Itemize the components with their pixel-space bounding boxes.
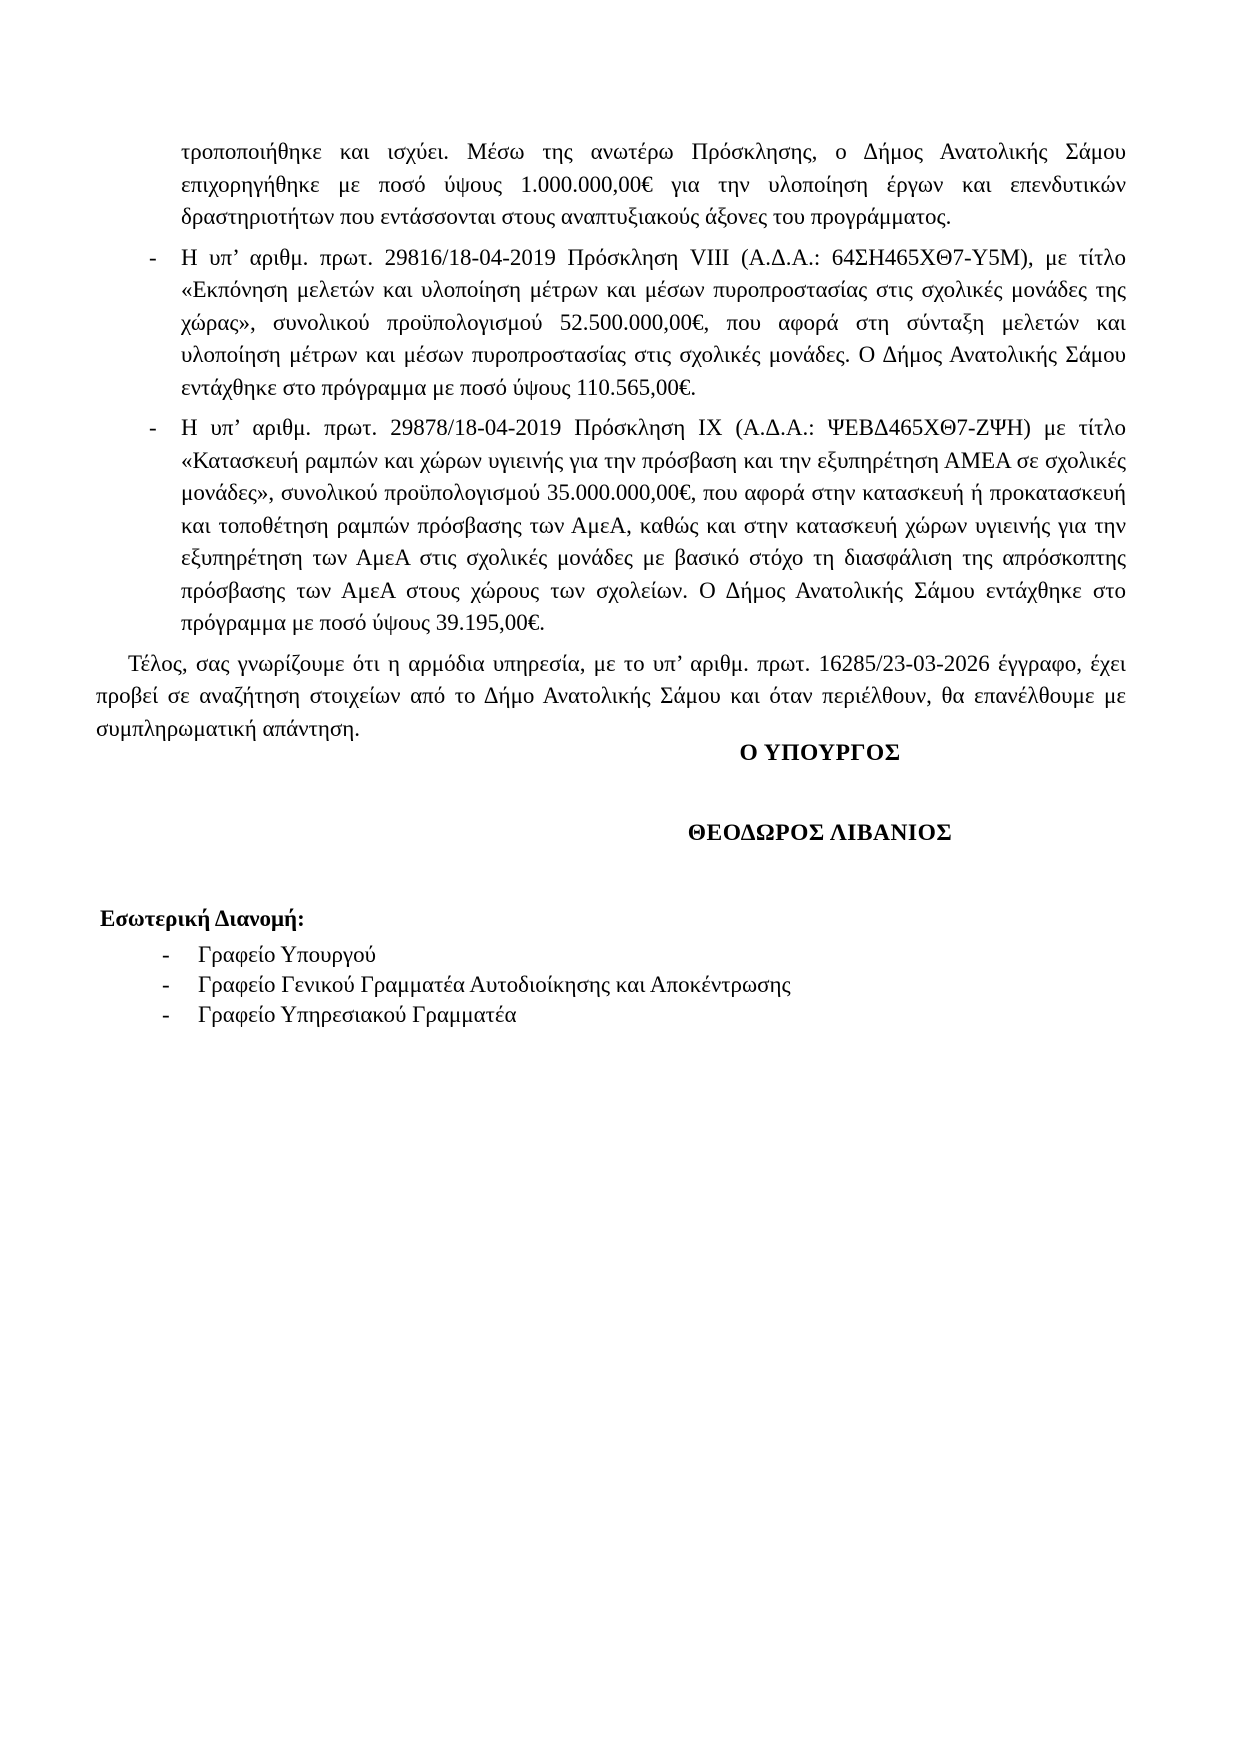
distribution-item-label: Γραφείο Υπουργού <box>198 942 376 967</box>
bullet-text: Η υπ’ αριθμ. πρωτ. 29878/18-04-2019 Πρόσκληση ΙΧ (Α.Δ.Α.: ΨΕΒΔ465ΧΘ7-ΖΨΗ) με τίτλο «Κατασκευή ραμπών και χώρων υγιεινής για την πρόσβαση και την εξυπηρέτηση ΑΜΕΑ σε σχολικές μονάδες», συνολικού προϋπολογισμού 35.000.000,00€, που αφορά στην κατασκευή ή προκατασκευή και τοποθέτηση ραμπών πρόσβασης των ΑμεΑ, καθώς και στην κατασκευή χώρων υγιεινής για την εξυπηρέτηση των ΑμεΑ στις σχολικές μονάδες με βασικό στόχο τη διασφάλιση της απρόσκοπτης πρόσβασης των ΑμεΑ στους χώρους των σχολείων. Ο Δήμος Ανατολικής Σάμου εντάχθηκε στο πρόγραμμα με ποσό ύψους 39.195,00€. <box>181 415 1126 635</box>
bullet-item-invitation-ix <box>149 412 1126 640</box>
internal-distribution-section <box>100 906 1100 1030</box>
continuation-paragraph: τροποποιήθηκε και ισχύει. Μέσω της ανωτέρω Πρόσκλησης, ο Δήμος Ανατολικής Σάμου επιχορηγήθηκε με ποσό ύψους 1.000.000,00€ για την υλοποίηση έργων και επενδυτικών δραστηριοτήτων που εντάσσονται στους αναπτυξιακούς άξονες του προγράμματος. <box>181 139 1126 229</box>
distribution-item-label: Γραφείο Υπηρεσιακού Γραμματέα <box>198 1002 517 1027</box>
signature-name: ΘΕΟΔΩΡΟΣ ΛΙΒΑΝΙΟΣ <box>687 820 953 846</box>
distribution-dash-marker: - <box>162 972 170 997</box>
bullet-item-invitation-viii <box>149 242 1126 405</box>
distribution-dash-marker: - <box>162 942 170 967</box>
body-text <box>96 136 1126 745</box>
distribution-dash-marker: - <box>162 1002 170 1027</box>
distribution-list <box>100 940 1100 1030</box>
distribution-item-minister-office <box>162 940 1100 970</box>
bullet-text: Η υπ’ αριθμ. πρωτ. 29816/18-04-2019 Πρόσκληση VIII (Α.Δ.Α.: 64ΣΗ465ΧΘ7-Υ5Μ), με τίτλο «Εκπόνηση μελετών και υλοποίηση μέτρων και μέσων πυροπροστασίας στις σχολικές μονάδες της χώρας», συνολικού προϋπολογισμού 52.500.000,00€, που αφορά στη σύνταξη μελετών και υλοποίηση μέτρων και μέσων πυροπροστασίας στις σχολικές μονάδες. Ο Δήμος Ανατολικής Σάμου εντάχθηκε στο πρόγραμμα με ποσό ύψους 110.565,00€. <box>181 244 1126 400</box>
distribution-item-label: Γραφείο Γενικού Γραμματέα Αυτοδιοίκησης και Αποκέντρωσης <box>198 972 791 997</box>
signature-title: Ο ΥΠΟΥΡΓΟΣ <box>739 740 901 766</box>
closing-paragraph: Τέλος, σας γνωρίζουμε ότι η αρμόδια υπηρεσία, με το υπ’ αριθμ. πρωτ. 16285/23-03-2026 έγγραφο, έχει προβεί σε αναζήτηση στοιχείων από το Δήμο Ανατολικής Σάμου και όταν περιέλθουν, θα επανέλθουμε με συμπληρωματική απάντηση. <box>96 650 1126 741</box>
distribution-heading: Εσωτερική Διανομή: <box>100 906 305 931</box>
bullet-dash-marker: - <box>149 244 157 270</box>
invitation-bullet-list <box>96 242 1126 640</box>
distribution-item-service-secretary-office <box>162 1000 1100 1030</box>
bullet-dash-marker: - <box>149 415 157 440</box>
distribution-item-secretary-general-office <box>162 970 1100 1000</box>
